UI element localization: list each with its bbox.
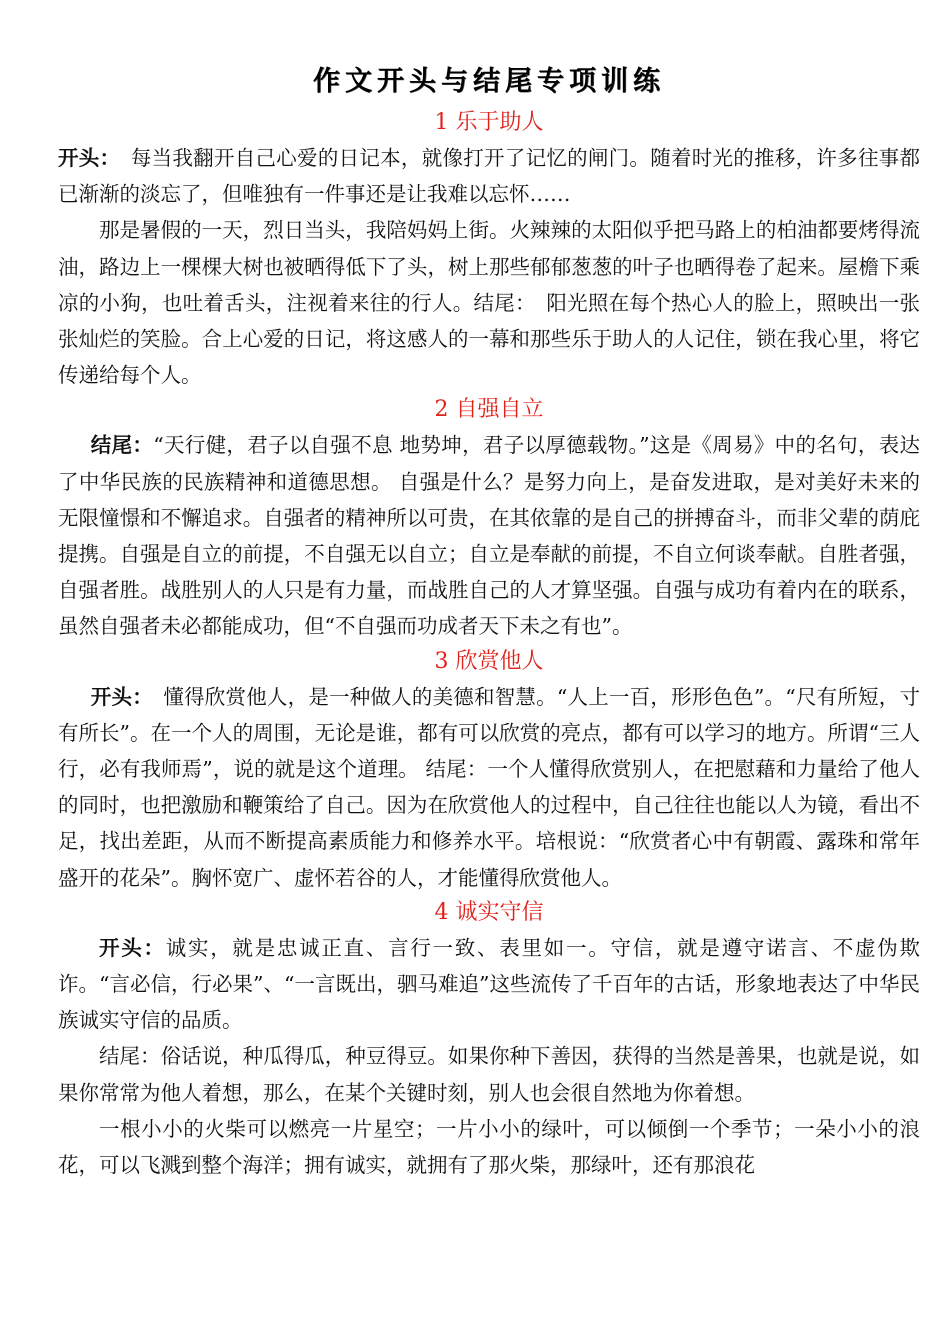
paragraph-lead: 开头：: [99, 935, 166, 960]
document-title: 作文开头与结尾专项训练: [313, 66, 665, 97]
section-1: [58, 106, 920, 393]
section-heading: 3 欣赏他人: [434, 648, 544, 674]
paragraph-text: 懂得欣赏他人，是一种做人的美德和智慧。“人上一百，形形色色”。“尺有所短，寸有所长”。在一个人的周围，无论是谁，都有可以欣赏的亮点，都有可以学习的地方。所谓“三人行，必有我师焉”，说的就是这个道理。 结尾：一个人懂得欣赏别人，在把慰藉和力量给了他人的同时，也把激励和鞭策给了自己。因为在欣赏他人的过程中，自己往往也能以人为镜，看出不足，找出差距，从而不断提高素质能力和修养水平。培根说：“欣赏者心中有朝霞、露珠和常年盛开的花朵”。胸怀宽广、虚怀若谷的人，才能懂得欣赏他人。: [58, 684, 920, 890]
section-paragraph: 那是暑假的一天，烈日当头，我陪妈妈上街。火辣辣的太阳似乎把马路上的柏油都要烤得流油，路边上一棵棵大树也被晒得低下了头，树上那些郁郁葱葱的叶子也晒得卷了起来。屋檐下乘凉的小狗，也吐着舌头，注视着来往的行人。结尾： 阳光照在每个热心人的脸上，照映出一张张灿烂的笑脸。合上心爱的日记，将这感人的一幕和那些乐于助人的人记住，锁在我心里，将它传递给每个人。: [58, 218, 920, 388]
section-heading: 2 自强自立: [434, 397, 544, 423]
section-paragraph: [58, 427, 920, 644]
section-heading: 4 诚实守信: [434, 899, 544, 925]
section-paragraph: [58, 930, 920, 1039]
paragraph-text: 每当我翻开自己心爱的日记本，就像打开了记忆的闸门。随着时光的推移，许多往事都已渐渐的淡忘了，但唯独有一件事还是让我难以忘怀……: [58, 146, 921, 207]
section-paragraph: 一根小小的火柴可以燃亮一片星空；一片小小的绿叶，可以倾倒一个季节；一朵小小的浪花，可以飞溅到整个海洋；拥有诚实，就拥有了那火柴，那绿叶，还有那浪花: [58, 1116, 920, 1178]
paragraph-text: 诚实，就是忠诚正直、言行一致、表里如一。守信，就是遵守诺言、不虚伪欺诈。“言必信，行必果”、“一言既出，驷马难追”这些流传了千百年的古话，形象地表达了中华民族诚实守信的品质。: [58, 935, 921, 1033]
paragraph-lead: 结尾：: [90, 433, 154, 458]
section-2: [58, 393, 920, 644]
section-4: [58, 896, 920, 1183]
section-paragraph: [58, 679, 920, 896]
section-paragraph: [58, 140, 920, 212]
paragraph-lead: 开头：: [90, 684, 143, 709]
section-heading: 1 乐于助人: [434, 110, 544, 135]
section-paragraph: 结尾：俗话说，种瓜得瓜，种豆得豆。如果你种下善因，获得的当然是善果，也就是说，如果你常常为他人着想，那么，在某个关键时刻，别人也会很自然地为你着想。: [58, 1044, 920, 1105]
paragraph-text: “天行健，君子以自强不息 地势坤，君子以厚德载物。”这是《周易》中的名句，表达了中华民族的民族精神和道德思想。 自强是什么？是努力向上，是奋发进取，是对美好未来的无限憧憬和不懈追求。自强者的精神所以可贵，在其依靠的是自己的拼搏奋斗，而非父辈的荫庇提携。自强是自立的前提，不自强无以自立；自立是奉献的前提，不自立何谈奉献。自胜者强，自强者胜。战胜别人的人只是有力量，而战胜自己的人才算坚强。自强与成功有着内在的联系，虽然自强者未必都能成功，但“不自强而功成者天下未之有也”。: [58, 433, 920, 639]
section-3: [58, 645, 920, 896]
paragraph-lead: 开头：: [58, 146, 111, 170]
